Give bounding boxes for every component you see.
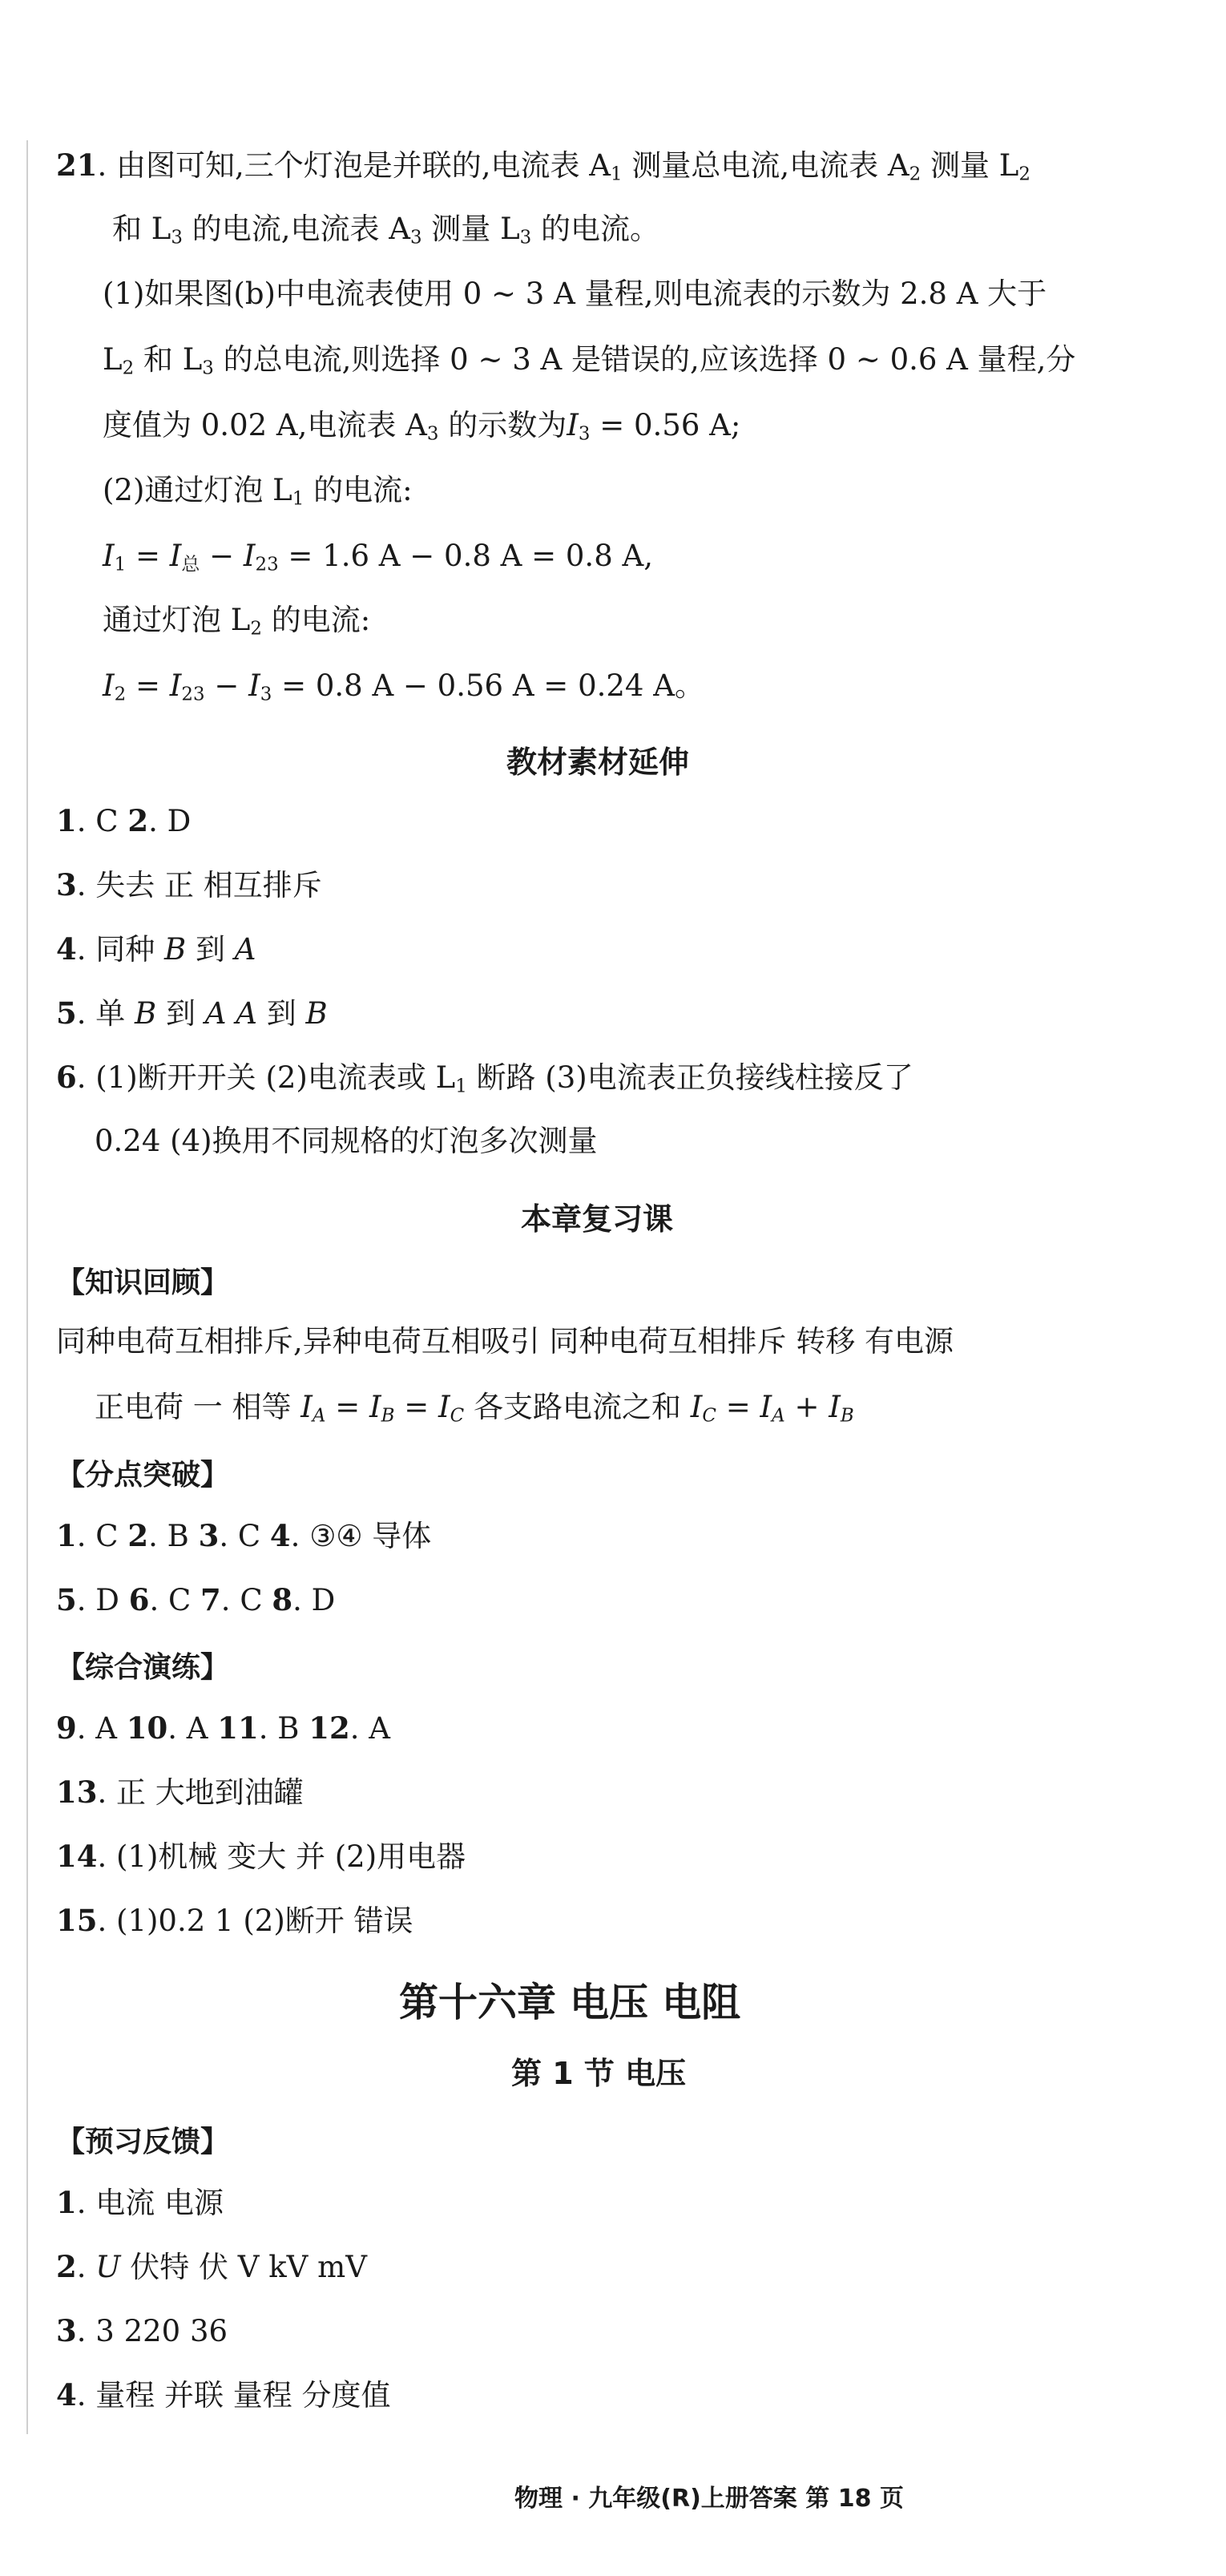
q21-line-7: $I_1 = I_总 - I_{23} = 1.6$ A − 0.8 A = 0.8 A, xyxy=(103,539,653,575)
comprehensive-q15: 15. (1)0.2 1 (2)断开 错误 xyxy=(56,1903,413,1938)
q21-line-4: $L_2$ 和 $L_3$ 的总电流,则选择 0 ~ 3 A 是错误的,应该选择 0 ~ 0.6 A 量程,分 xyxy=(103,342,1076,379)
q21-line-3: (1)如果图(b)中电流表使用 0 ~ 3 A 量程,则电流表的示数为 2.8 A 大于 xyxy=(103,277,1047,311)
list-item: 4. 量程 并联 量程 分度值 xyxy=(56,2377,391,2412)
heading-textbook-extension: 教材素材延伸 xyxy=(506,745,690,780)
q21-line-9: $I_2 = I_{23} - I_3 = 0.8$ A − 0.56 A = 0.24 A。 xyxy=(103,668,704,705)
q21-line-2: 和 $L_3$ 的电流,电流表 $A_3$ 测量 $L_3$ 的电流。 xyxy=(112,212,659,248)
list-item: 1. C 2. D xyxy=(56,803,192,838)
label-preview-feedback: 【预习反馈】 xyxy=(56,2126,230,2158)
knowledge-line-2: 正电荷 一 相等 $I_A = I_B = I_C$ 各支路电流之和 $I_C = I_A + I_B$ xyxy=(95,1390,854,1427)
chapter-title: 第十六章 电压 电阻 xyxy=(399,1979,741,2025)
list-item: 3. 失去 正 相互排斥 xyxy=(56,867,322,902)
label-knowledge-review: 【知识回顾】 xyxy=(56,1266,230,1299)
q21-line-8: 通过灯泡 $L_2$ 的电流: xyxy=(103,603,371,640)
heading-chapter-review: 本章复习课 xyxy=(521,1201,674,1237)
section-title: 第 1 节 电压 xyxy=(511,2056,687,2091)
knowledge-line-1: 同种电荷互相排斥,异种电荷互相吸引 同种电荷互相排斥 转移 有电源 xyxy=(56,1324,954,1359)
page-footer: 物理 · 九年级(R)上册答案 第 18 页 xyxy=(514,2485,904,2513)
label-breakthrough: 【分点突破】 xyxy=(56,1459,230,1492)
q21-line-1: 21. 由图可知,三个灯泡是并联的,电流表 $A_1$ 测量总电流,电流表 $A_2$ 测量 $L_2$ xyxy=(56,147,1030,185)
list-item: 1. 电流 电源 xyxy=(56,2185,224,2220)
comprehensive-q13: 13. 正 大地到油罐 xyxy=(56,1775,304,1810)
list-item: 2. U 伏特 伏 V kV mV xyxy=(56,2249,367,2284)
comprehensive-q14: 14. (1)机械 变大 并 (2)用电器 xyxy=(56,1839,466,1874)
list-item: 6. (1)断开开关 (2)电流表或 $L_1$ 断路 (3)电流表正负接线柱接反了 xyxy=(56,1060,913,1097)
list-item: 4. 同种 B 到 A xyxy=(56,931,256,967)
breakthrough-line-1: 1. C 2. B 3. C 4. ③④ 导体 xyxy=(56,1518,432,1553)
q21-line-5: 度值为 0.02 A,电流表 $A_3$ 的示数为$I_3 = 0.56$ A; xyxy=(103,408,741,445)
label-comprehensive: 【综合演练】 xyxy=(56,1651,230,1684)
list-item: 5. 单 B 到 A A 到 B xyxy=(56,995,328,1031)
breakthrough-line-2: 5. D 6. C 7. C 8. D xyxy=(56,1582,336,1617)
list-item-continuation: 0.24 (4)换用不同规格的灯泡多次测量 xyxy=(95,1124,598,1158)
margin-rule xyxy=(26,140,28,2434)
list-item: 3. 3 220 36 xyxy=(56,2313,228,2348)
comprehensive-line-1: 9. A 10. A 11. B 12. A xyxy=(56,1710,391,1746)
q21-line-6: (2)通过灯泡 $L_1$ 的电流: xyxy=(103,473,413,510)
